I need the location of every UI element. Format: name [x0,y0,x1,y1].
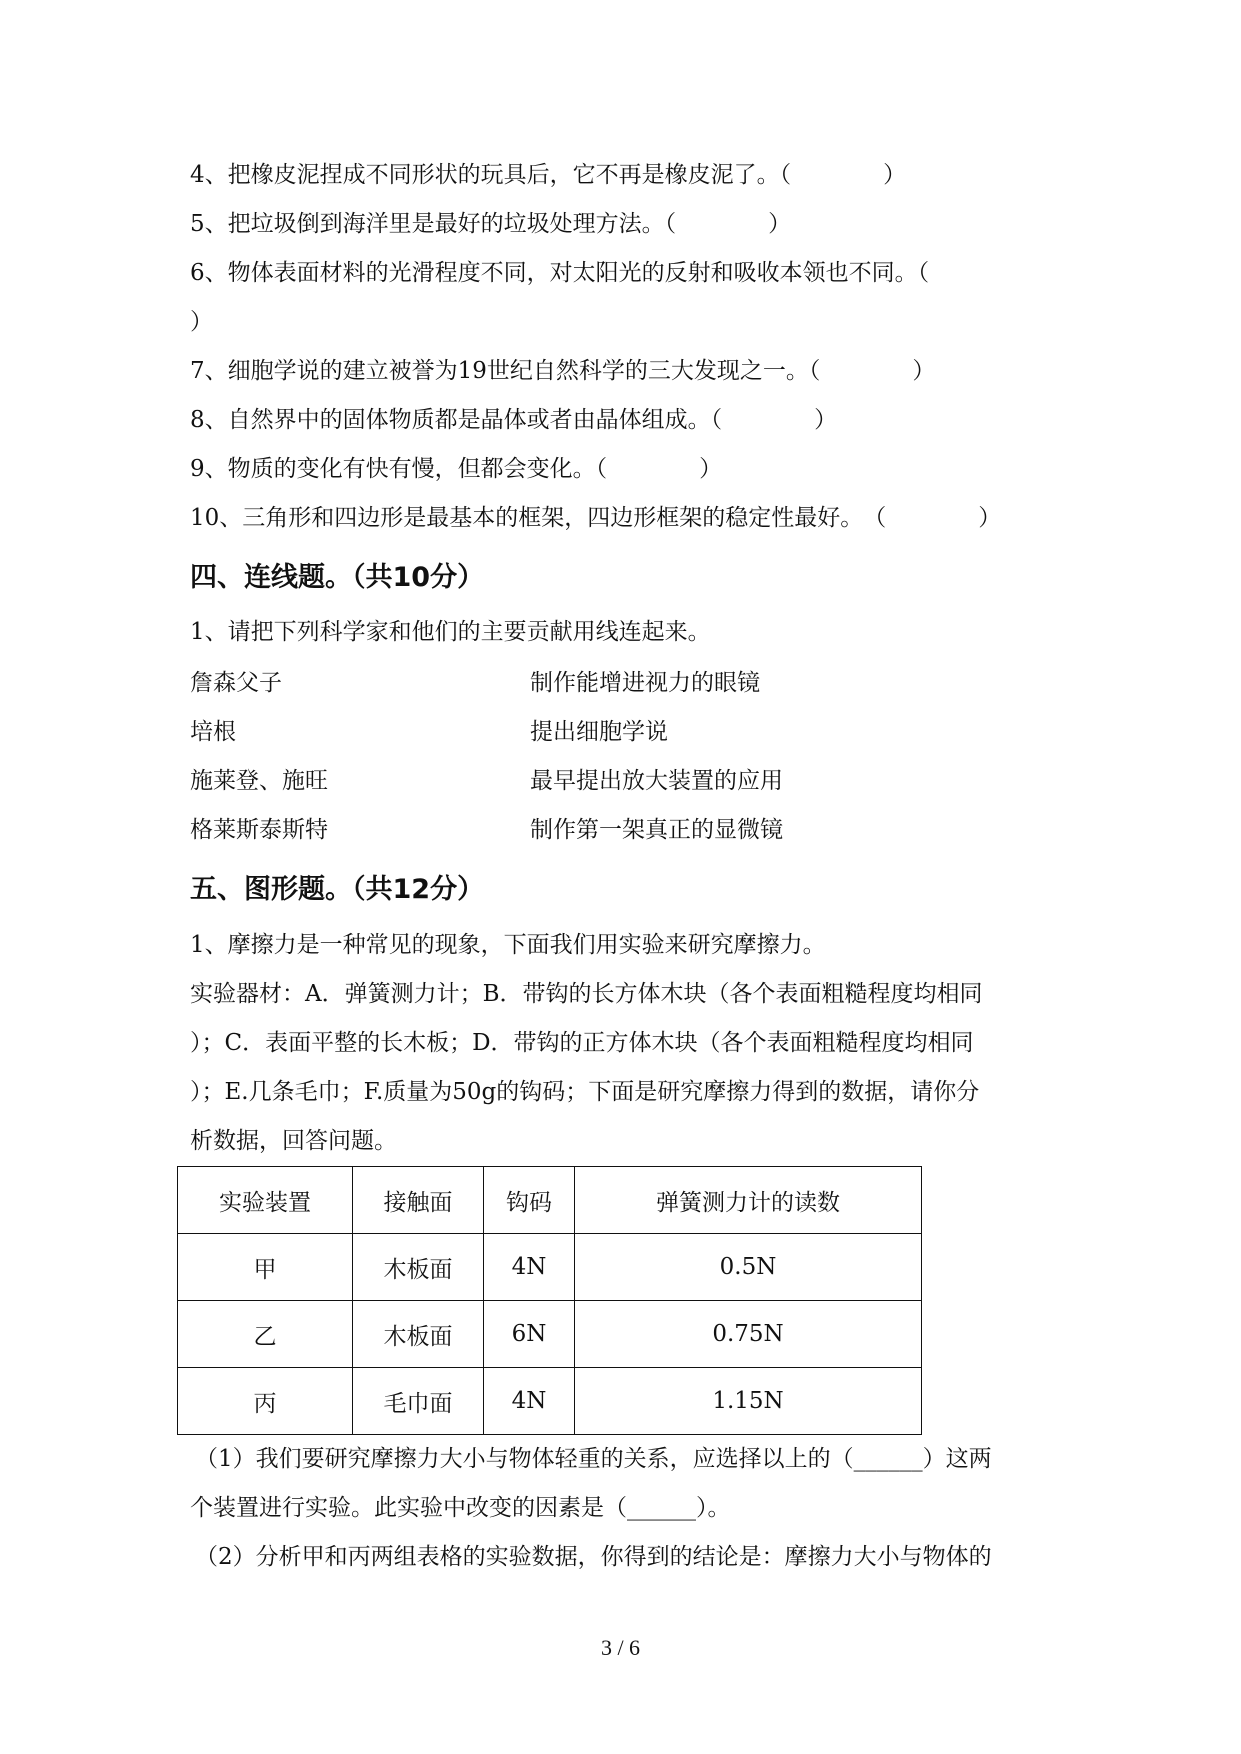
table-header-cell: 接触面 [353,1167,484,1234]
match-left-2: 培根 [190,719,236,745]
table-cell: 木板面 [353,1301,484,1368]
judgement-item-7: 7、细胞学说的建立被誉为19世纪自然科学的三大发现之一。（ ） [190,358,936,384]
table-cell: 4N [484,1368,575,1435]
sub-question-1-line-2: 个装置进行实验。此实验中改变的因素是（______）。 [190,1495,731,1521]
judgement-item-10: 10、三角形和四边形是最基本的框架，四边形框架的稳定性最好。 （ ） [190,505,1002,531]
sub-question-1-line-1: （1）我们要研究摩擦力大小与物体轻重的关系，应选择以上的（______）这两 [195,1446,992,1472]
judgement-item-6: 6、物体表面材料的光滑程度不同，对太阳光的反射和吸收本领也不同。（ [190,260,930,286]
section5-question-line-3: ）；C．表面平整的长木板；D．带钩的正方体木块（各个表面粗糙程度均相同 [190,1030,974,1056]
match-left-1: 詹森父子 [190,670,282,696]
table-cell: 甲 [178,1234,353,1301]
section5-heading: 五、图形题。（共12分） [190,874,485,905]
table-header-row [178,1167,922,1234]
match-left-3: 施莱登、施旺 [190,768,328,794]
table-cell: 1.15N [575,1368,922,1435]
page-number: 3 / 6 [600,1635,641,1660]
table-cell: 乙 [178,1301,353,1368]
section5-question-line-4: ）；E.几条毛巾；F.质量为50g的钩码；下面是研究摩擦力得到的数据，请你分 [190,1079,980,1105]
judgement-item-9: 9、物质的变化有快有慢，但都会变化。（ ） [190,456,723,482]
friction-data-table [177,1166,922,1435]
table-cell: 毛巾面 [353,1368,484,1435]
section5-question-line-2: 实验器材：A．弹簧测力计；B．带钩的长方体木块（各个表面粗糙程度均相同 [190,981,983,1007]
match-left-4: 格莱斯泰斯特 [190,817,328,843]
table-cell: 0.5N [575,1234,922,1301]
judgement-item-5: 5、把垃圾倒到海洋里是最好的垃圾处理方法。（ ） [190,211,792,237]
match-right-4: 制作第一架真正的显微镜 [530,817,783,843]
table-header-cell: 弹簧测力计的读数 [575,1167,922,1234]
judgement-item-8: 8、自然界中的固体物质都是晶体或者由晶体组成。（ ） [190,407,838,433]
section5-question-line-1: 1、摩擦力是一种常见的现象，下面我们用实验来研究摩擦力。 [190,932,826,958]
judgement-item-4: 4、把橡皮泥捏成不同形状的玩具后，它不再是橡皮泥了。（ ） [190,162,907,188]
table-cell: 4N [484,1234,575,1301]
table-cell: 6N [484,1301,575,1368]
table-row [178,1234,922,1301]
section5-question-line-5: 析数据，回答问题。 [190,1128,397,1154]
table-row [178,1368,922,1435]
judgement-item-6-cont: ） [190,309,213,335]
match-right-2: 提出细胞学说 [530,719,668,745]
table-cell: 丙 [178,1368,353,1435]
section4-question: 1、请把下列科学家和他们的主要贡献用线连起来。 [190,619,711,645]
match-right-1: 制作能增进视力的眼镜 [530,670,760,696]
table-header-cell: 钩码 [484,1167,575,1234]
table-header-cell: 实验装置 [178,1167,353,1234]
sub-question-2-line-1: （2）分析甲和丙两组表格的实验数据，你得到的结论是：摩擦力大小与物体的 [195,1544,992,1570]
table-row [178,1301,922,1368]
table-cell: 0.75N [575,1301,922,1368]
table-cell: 木板面 [353,1234,484,1301]
match-right-3: 最早提出放大装置的应用 [530,768,783,794]
section4-heading: 四、连线题。（共10分） [190,562,485,593]
